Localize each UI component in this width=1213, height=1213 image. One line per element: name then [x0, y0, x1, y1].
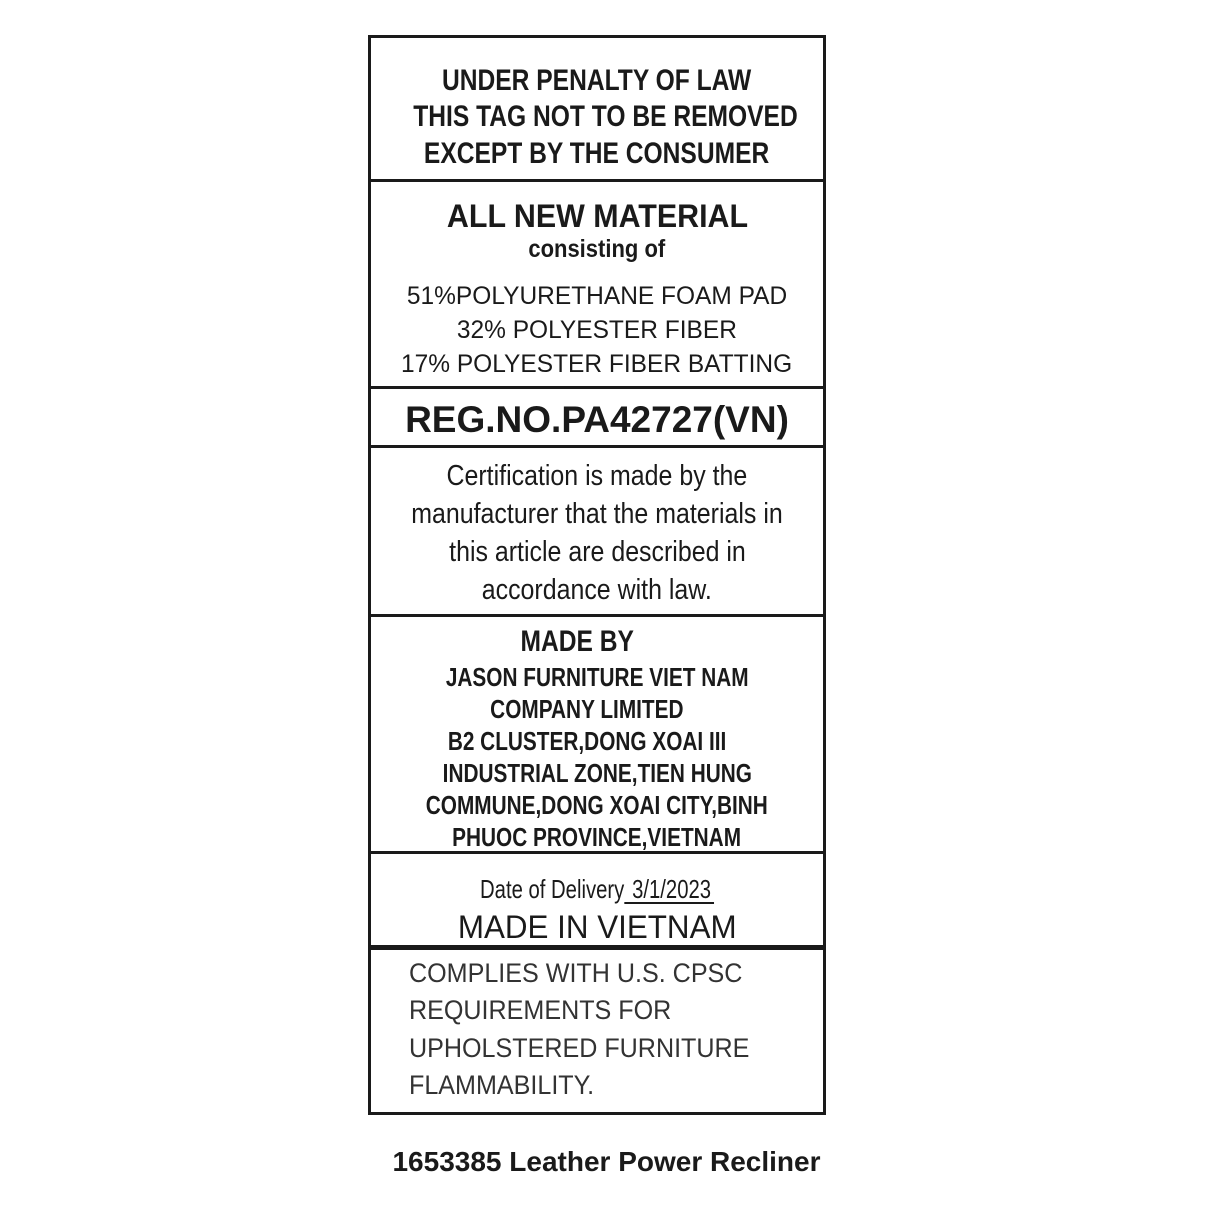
certification-line-3: this article are described in — [448, 536, 746, 568]
manufacturer-section — [371, 617, 823, 854]
certification-line-1: Certification is made by the — [446, 460, 748, 492]
delivery-section — [371, 854, 823, 950]
made-in-label: MADE IN VIETNAM — [457, 909, 737, 945]
product-caption: 1653385 Leather Power Recliner — [392, 1146, 821, 1177]
manufacturer-line-6: PHUOC PROVINCE,VIETNAM — [452, 822, 742, 852]
compliance-line-1: COMPLIES WITH U.S. CPSC — [409, 958, 743, 988]
certification-section — [371, 448, 823, 617]
compliance-line-2: REQUIREMENTS FOR — [409, 995, 672, 1025]
compliance-section — [371, 950, 823, 1112]
registration-number: REG.NO.PA42727(VN) — [405, 399, 789, 440]
compliance-line-4: FLAMMABILITY. — [409, 1070, 595, 1100]
material-item-3: 17% POLYESTER FIBER BATTING — [401, 350, 793, 378]
warning-line-3: EXCEPT BY THE CONSUMER — [424, 137, 770, 170]
warning-line-2: THIS TAG NOT TO BE REMOVED — [413, 100, 798, 133]
registration-section — [371, 389, 823, 448]
manufacturer-line-1: JASON FURNITURE VIET NAM — [445, 662, 749, 692]
manufacturer-line-3: B2 CLUSTER,DONG XOAI III — [447, 726, 727, 756]
compliance-line-3: UPHOLSTERED FURNITURE — [409, 1033, 750, 1063]
manufacturer-line-4: INDUSTRIAL ZONE,TIEN HUNG — [442, 758, 752, 788]
material-item-2: 32% POLYESTER FIBER — [456, 316, 738, 344]
law-tag — [368, 35, 826, 1115]
manufacturer-line-5: COMMUNE,DONG XOAI CITY,BINH — [425, 790, 769, 820]
delivery-date-value: 3/1/2023 — [624, 876, 714, 904]
material-subheading: consisting of — [528, 235, 666, 263]
warning-line-1: UNDER PENALTY OF LAW — [442, 64, 752, 97]
manufacturer-line-2: COMPANY LIMITED — [490, 694, 684, 724]
certification-line-4: accordance with law. — [481, 574, 713, 606]
material-section — [371, 182, 823, 389]
warning-section — [371, 38, 823, 182]
certification-line-2: manufacturer that the materials in — [411, 498, 783, 530]
material-heading: ALL NEW MATERIAL — [446, 198, 748, 234]
delivery-date-label: Date of Delivery — [479, 874, 625, 904]
manufacturer-heading: MADE BY — [520, 625, 634, 658]
material-item-1: 51%POLYURETHANE FOAM PAD — [406, 282, 788, 310]
